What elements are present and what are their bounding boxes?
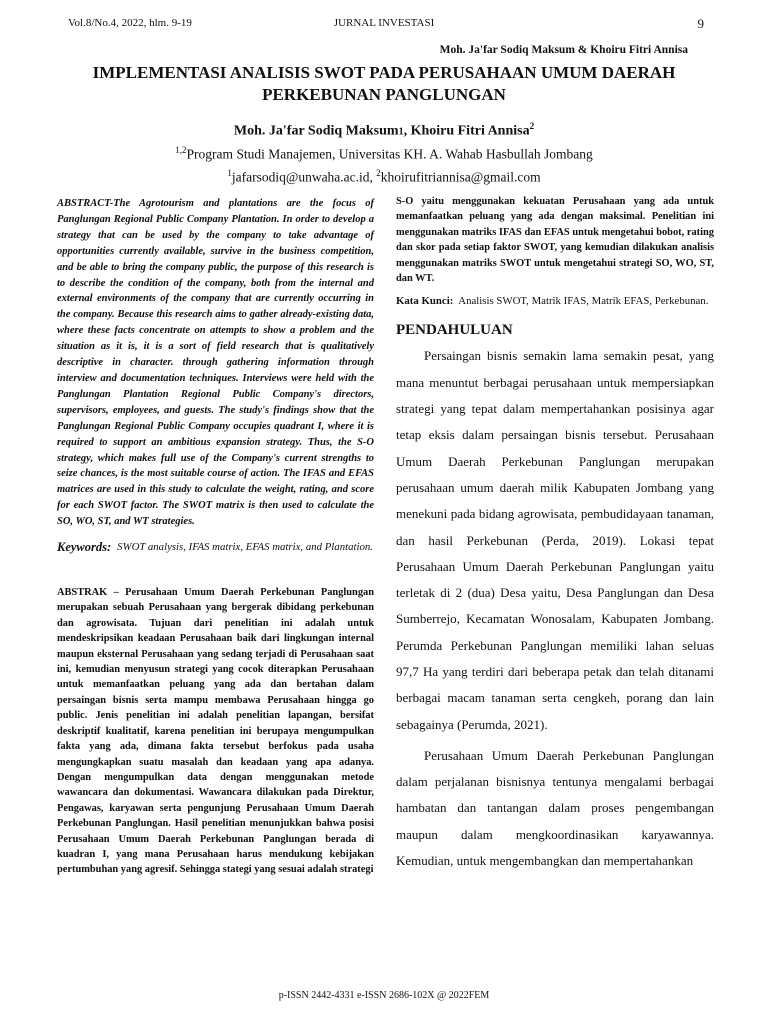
page-number: 9 [697,16,704,31]
kata-kunci [396,294,714,309]
affiliation-index: 1,2 [175,145,187,155]
kata-kunci-label: Kata Kunci: [396,295,454,308]
author-2-index: 2 [529,121,535,131]
paper-title: IMPLEMENTASI ANALISIS SWOT PADA PERUSAHAAN UMUM DAERAH PERKEBUNAN PANGLUNGAN [92,63,676,104]
keywords-label: Keywords: [57,540,112,555]
journal-volume: Vol.8/No.4, 2022, hlm. 9-19 [68,17,192,29]
right-column [396,194,714,874]
running-authors: Moh. Ja'far Sodiq Maksum & Khoiru Fitri Annisa [439,44,688,56]
email-2-index: 2 [376,167,381,178]
footer-issn: p-ISSN 2442-4331 e-ISSN 2686-102X @ 2022FEM [278,990,490,1001]
author-separator: , [403,123,411,139]
author-1-index: 1 [398,126,404,138]
email-1-index: 1 [227,167,232,178]
abstrak-continuation: S-O yaitu menggunakan kekuatan Perusahaan yang ada untuk memanfaatkan peluang yang ada dengan maksimal. Penelitian ini menggunakan matriks IFAS dan EFAS untuk mengetahui bobot, rating dan skor pada setiap faktor SWOT, yang kemudian dilakukan analisis menggunakan matriks SWOT untuk mengetahui strategi SO, WO, ST, dan WT. [396,196,714,285]
keywords [57,540,374,555]
author-1: Moh. Ja'far Sodiq Maksum [233,123,399,139]
paragraph-1: Persaingan bisnis semakin lama semakin pesat, yang mana menuntut berbagai perusahaan untuk mempersiapkan strategi yang tepat dalam mempertahankan posisinya agar tetap eksis dalam persaingan bisnis tersebut. Perusahaan Umum Daerah Perkebunan Panglungan merupakan perusahaan umum daerah milik Kabupaten Jombang yang menekuni pada bidang agrowisata, pembudidayaan tanaman, dan hasil Perkebunan (Perda, 2019). Lokasi tepat Perusahaan Umum Daerah Perkebunan Panglungan yaitu terletak di 2 (dua) Desa yaitu, Desa Panglungan dan Desa Sumberrejo, Kecamatan Wonosalam, Kabupaten Jombang. Perumda Perkebunan Panglungan memiliki lahan seluas 97,7 Ha yang terdiri dari beberapa petak dan telah ditanami berbagai macam tanaman serta cengkeh, porang dan lain sebagainya (Perumda, 2021). [396,348,714,732]
abstrak-indonesian: ABSTRAK – Perusahaan Umum Daerah Perkebunan Panglungan merupakan sebuah Perusahaan yang bergerak dibidang perkebunan dan agrowisata. Tujuan dari penelitian ini adalah untuk mendeskripsikan keadaan Perusahaan baik dari lingkungan internal maupun eksternal Perusahaan yang sedang terjadi di Perusahaan saat ini, kemudian menyusun strategi yang cocok diterapkan Perusahaan untuk memanfaatkan peluang yang ada dan bertahan dalam persaingan bisnis serta mampu membawa Perusahaan hingga go public. Jenis penelitian ini adalah penelitian lapangan, bersifat deskriptif kualitatif, karena penelitian ini berupaya mengumpulkan fakta yang ada, dimana fakta tersebut berfokus pada usaha mengungkapkan suatu masalah dan keadaan yang apa adanya. Dengan mengumpulkan data dengan menggunakan metode wawancara dan dokumentasi. Wawancara dilakukan pada Direktur, Pengawas, karyawan serta pengunjung Perusahaan Umum Daerah Perkebunan Panglungan. Hasil penelitian menunjukkan bahwa posisi Perusahaan Umum Daerah Perkebunan Panglungan berada di kuadran I, yang mana Perusahaan harus mendukung kebijakan pertumbuhan yang agresif. Sehingga stategi yang sesuai adalah strategi [57,587,374,876]
kata-kunci-text: Analisis SWOT, Matrik IFAS, Matrik EFAS, Perkebunan. [458,295,709,308]
keywords-text: SWOT analysis, IFAS matrix, EFAS matrix, and Plantation. [117,541,373,554]
affiliation [0,141,768,186]
email-2[interactable]: khoirufitriannisa@gmail.com [380,169,541,184]
author-list [0,121,768,140]
abstract-english [57,196,374,530]
email-1[interactable]: jafarsodiq@unwaha.ac.id, [231,169,377,184]
abstract-text: The Agrotourism and plantations are the focus of Panglungan Regional Public Company Plantation. In order to develop a strategy that can be used by the company to take advantage of opportunities currently available, survive in the business competition, and be able to bring the company public, the purpose of this research is to describe the condition of the company, both from the internal and external environments of the company that are currently occurring in the company. Because this research aims to gather already-existing data, where these facts concentrate on attempts to show a problem and the situation as it is, it is a sort of field research that is qualitatively descriptive in character. through gathering information through interview and documentation techniques. Interviews were held with the Panglungan Plantation Regional Public Company's directors, supervisors, employees, and guests. The study's findings show that the Panglungan Regional Public Company occupies quadrant I, where it is required to support an ambitious expansion strategy. Thus, the S-O strategy, which makes full use of the Company's current strengths to seize chances, is the most suitable course of action. The IFAS and EFAS matrices are used in this study to calculate the weight, rating, and score for each SWOT factor. The SWOT matrix is then used to calculate the SO, WO, ST, and WT strategies. [57,198,374,528]
abstract-label: ABSTRACT- [57,198,114,209]
left-column [57,196,374,878]
paragraph-2: Perusahaan Umum Daerah Perkebunan Panglungan dalam perjalanan bisnisnya tentunya mengalami berbagai hambatan dan tantangan dalam proses pengembangan maupun dalam mengkoordinasikan karyawannya. Kemudian, untuk mengembangkan dan mempertahankan [396,747,714,869]
section-heading: PENDAHULUAN [396,322,513,339]
journal-name: JURNAL INVESTASI [333,17,435,29]
affiliation-text: Program Studi Manajemen, Universitas KH. A. Wahab Hasbullah Jombang [186,146,593,162]
author-2: Khoiru Fitri Annisa [410,123,530,139]
